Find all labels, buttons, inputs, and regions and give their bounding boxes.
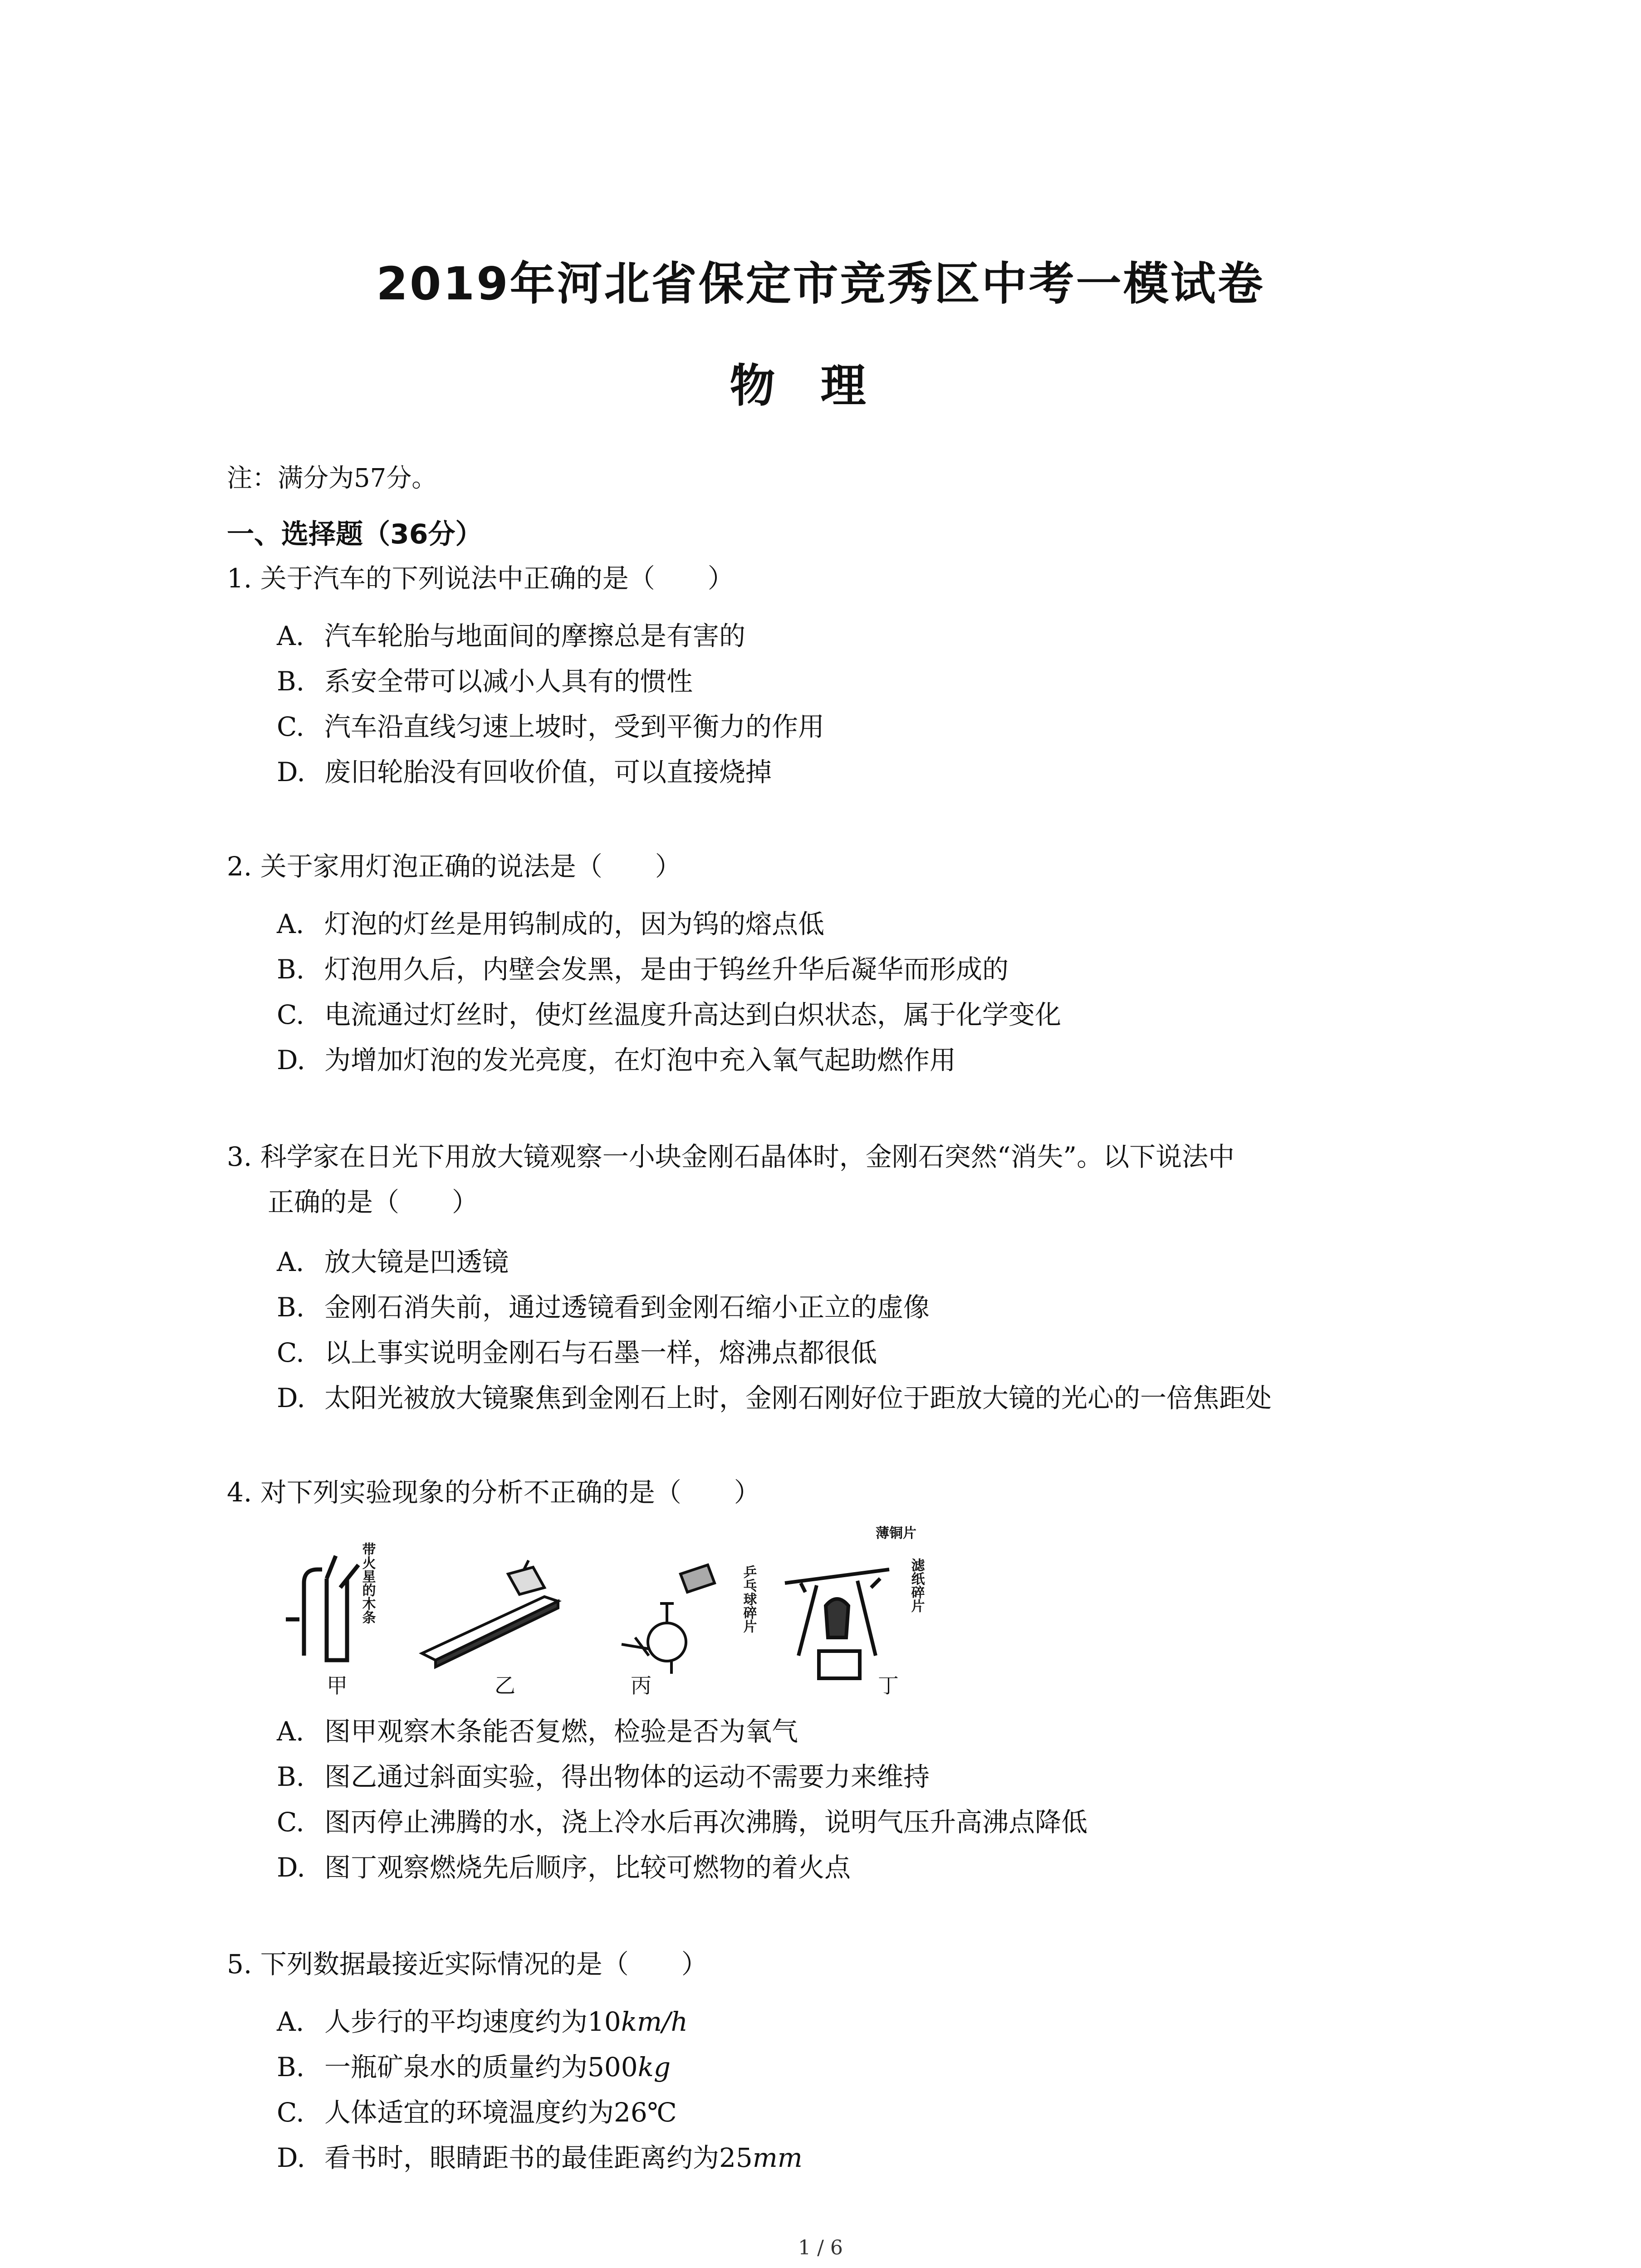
option-1d	[277, 751, 772, 789]
option-text: 废旧轮胎没有回收价值，可以直接烧掉	[324, 757, 772, 787]
option-unit: kg	[637, 2052, 671, 2082]
option-2a	[277, 903, 824, 941]
option-letter: C.	[277, 1337, 304, 1368]
option-letter: A.	[277, 2006, 304, 2037]
question-stem: 3. 科学家在日光下用放大镜观察一小块金刚石晶体时，金刚石突然“消失”。以下说法中	[227, 1141, 1235, 1172]
option-letter: B.	[277, 1292, 305, 1323]
option-2c	[277, 993, 1061, 1031]
option-letter: D.	[277, 1045, 305, 1075]
annotation-ding-right: 滤纸碎片	[908, 1558, 925, 1613]
question-stem: 4. 对下列实验现象的分析不正确的是（ ）	[227, 1477, 760, 1508]
option-text: 汽车轮胎与地面间的摩擦总是有害的	[324, 621, 746, 651]
exam-title: 2019年河北省保定市竞秀区中考一模试卷	[376, 257, 1265, 310]
option-letter: B.	[277, 954, 305, 985]
option-4d	[277, 1846, 851, 1884]
option-3d	[277, 1377, 1272, 1415]
option-letter: A.	[277, 621, 304, 651]
option-text: 图丁观察燃烧先后顺序，比较可燃物的着火点	[324, 1852, 851, 1883]
question-4	[227, 1470, 760, 1515]
option-letter: C.	[277, 999, 304, 1030]
question-3	[227, 1134, 1234, 1225]
option-text: 一瓶矿泉水的质量约为500	[324, 2052, 638, 2082]
option-text: 太阳光被放大镜聚焦到金刚石上时，金刚石刚好位于距放大镜的光心的一倍焦距处	[324, 1383, 1272, 1413]
option-text: 人步行的平均速度约为10	[324, 2006, 621, 2037]
question-stem: 5. 下列数据最接近实际情况的是（ ）	[227, 1949, 708, 1980]
question-stem-continued: 正确的是（ ）	[268, 1187, 479, 1217]
option-text: 电流通过灯丝时，使灯丝温度升高达到白炽状态，属于化学变化	[324, 999, 1062, 1030]
option-letter: D.	[277, 757, 305, 787]
option-5d	[277, 2136, 803, 2175]
option-4c	[277, 1801, 1087, 1839]
option-letter: C.	[277, 711, 304, 742]
option-1c	[277, 705, 824, 743]
option-5a	[277, 2000, 688, 2038]
option-text: 放大镜是凹透镜	[324, 1246, 509, 1277]
option-4a	[277, 1710, 798, 1748]
option-text: 灯泡的灯丝是用钨制成的，因为钨的熔点低	[324, 909, 825, 939]
option-letter: D.	[277, 1383, 305, 1413]
option-5c	[277, 2091, 677, 2129]
option-text: 灯泡用久后，内壁会发黑，是由于钨丝升华后凝华而形成的	[324, 954, 1009, 985]
question-1	[227, 556, 734, 601]
figure-label-yi: 乙	[495, 1673, 515, 1698]
question-2	[227, 844, 681, 889]
figure-ding	[741, 1525, 925, 1678]
option-5b	[277, 2046, 671, 2084]
option-text: 看书时，眼睛距书的最佳距离约为25	[324, 2142, 753, 2173]
question-stem: 2. 关于家用灯泡正确的说法是（ ）	[227, 851, 681, 882]
option-2d	[277, 1039, 956, 1077]
option-letter: D.	[277, 2142, 305, 2173]
option-letter: B.	[277, 2052, 305, 2082]
option-text: 系安全带可以减小人具有的惯性	[324, 666, 693, 697]
annotation-ding-left: 乒乓球碎片	[740, 1565, 757, 1633]
option-1a	[277, 615, 745, 653]
subject-title: 物理	[730, 359, 911, 412]
option-letter: A.	[277, 1246, 304, 1277]
option-text: 为增加灯泡的发光亮度，在灯泡中充入氧气起助燃作用	[324, 1045, 956, 1075]
figure-label-ding: 丁	[878, 1673, 899, 1698]
option-text: 汽车沿直线匀速上坡时，受到平衡力的作用	[324, 711, 825, 742]
figure-label-jia: 甲	[327, 1673, 348, 1698]
annotation-jia: 带火星的木条	[359, 1542, 376, 1624]
option-letter: B.	[277, 1761, 305, 1792]
option-text: 图甲观察木条能否复燃，检验是否为氧气	[324, 1716, 798, 1747]
option-unit: km/h	[621, 2006, 688, 2037]
option-letter: C.	[277, 2097, 304, 2128]
figure-jia	[286, 1542, 376, 1660]
option-3a	[277, 1241, 509, 1279]
option-3b	[277, 1286, 930, 1324]
option-4b	[277, 1755, 930, 1794]
figure-bing	[622, 1565, 715, 1674]
option-1b	[277, 660, 693, 698]
option-text: 人体适宜的环境温度约为26℃	[324, 2097, 677, 2128]
option-letter: B.	[277, 666, 305, 697]
option-letter: A.	[277, 909, 304, 939]
figure-label-bing: 丙	[631, 1673, 652, 1698]
option-letter: A.	[277, 1716, 304, 1747]
option-3c	[277, 1331, 877, 1369]
option-text: 图丙停止沸腾的水，浇上冷水后再次沸腾，说明气压升高沸点降低	[324, 1807, 1088, 1838]
page-number: 1 / 6	[798, 2236, 843, 2259]
annotation-ding-top: 薄铜片	[876, 1525, 916, 1541]
section-heading: 一、选择题（36分）	[227, 518, 483, 550]
score-note: 注：满分为57分。	[227, 464, 437, 493]
question-stem: 1. 关于汽车的下列说法中正确的是（ ）	[227, 563, 734, 594]
option-text: 图乙通过斜面实验，得出物体的运动不需要力来维持	[324, 1761, 930, 1792]
figure-yi	[422, 1560, 558, 1667]
option-letter: C.	[277, 1807, 304, 1838]
option-unit: mm	[752, 2142, 803, 2173]
option-letter: D.	[277, 1852, 305, 1883]
question-5	[227, 1941, 708, 1987]
option-text: 金刚石消失前，通过透镜看到金刚石缩小正立的虚像	[324, 1292, 930, 1323]
option-text: 以上事实说明金刚石与石墨一样，熔沸点都很低	[324, 1337, 877, 1368]
option-2b	[277, 948, 1009, 986]
